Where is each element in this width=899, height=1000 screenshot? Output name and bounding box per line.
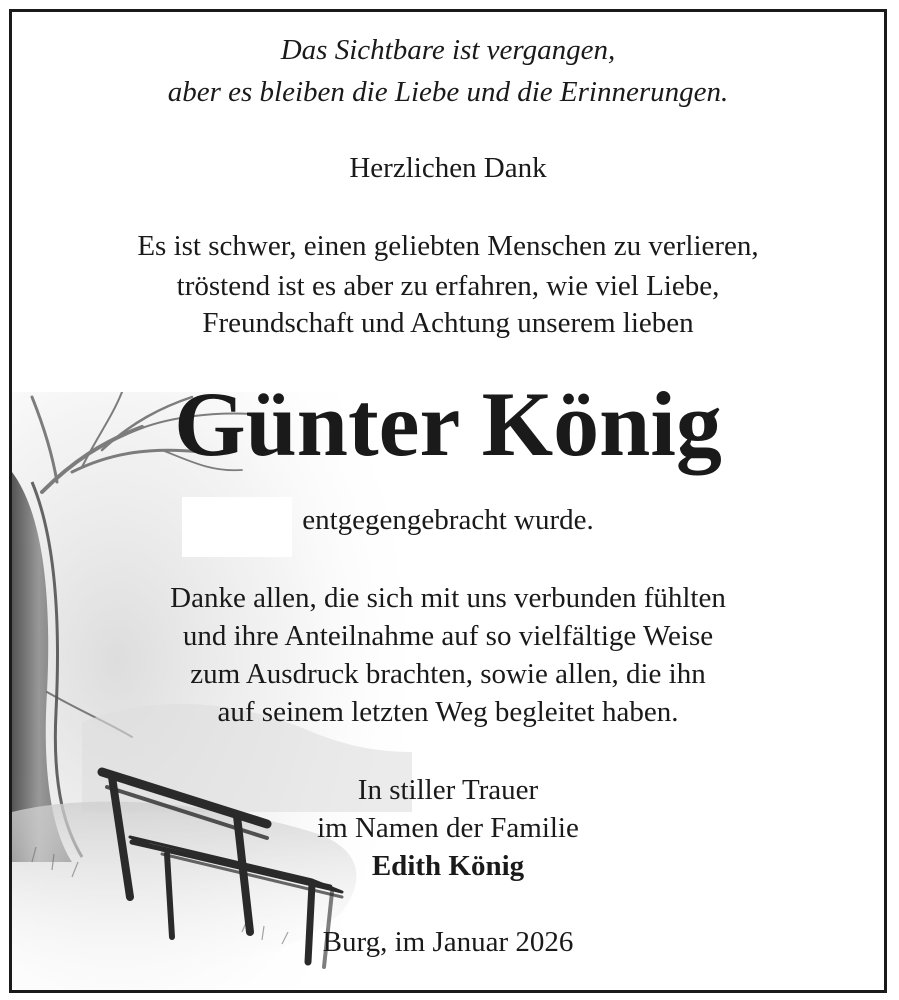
signatory: Edith König — [371, 850, 525, 882]
deceased-name: Günter König — [174, 373, 722, 475]
thanks-line-4: auf seinem letzten Weg begleitet haben. — [217, 696, 679, 728]
thanks-line-3: zum Ausdruck brachten, sowie allen, die ihn — [190, 658, 706, 690]
motto-line-1: Das Sichtbare ist vergangen, — [280, 34, 616, 66]
closing-line-2: im Namen der Familie — [317, 812, 579, 844]
thanks-line-2: und ihre Anteilnahme auf so vielfältige Weise — [182, 620, 714, 652]
closing-line-1: In stiller Trauer — [357, 774, 539, 806]
heading: Herzlichen Dank — [349, 152, 547, 184]
motto-line-2: aber es bleiben die Liebe und die Erinnerungen. — [167, 76, 729, 108]
obituary-card — [9, 9, 887, 993]
place-date: Burg, im Januar 2026 — [322, 926, 574, 958]
after-name-text: entgegengebracht wurde. — [302, 504, 594, 536]
intro-line-1: Es ist schwer, einen geliebten Menschen zu verlieren, — [137, 230, 759, 262]
intro-line-2: tröstend ist es aber zu erfahren, wie viel Liebe, — [176, 270, 720, 302]
intro-line-3: Freundschaft und Achtung unserem lieben — [202, 307, 694, 339]
thanks-line-1: Danke allen, die sich mit uns verbunden fühlten — [170, 582, 726, 614]
